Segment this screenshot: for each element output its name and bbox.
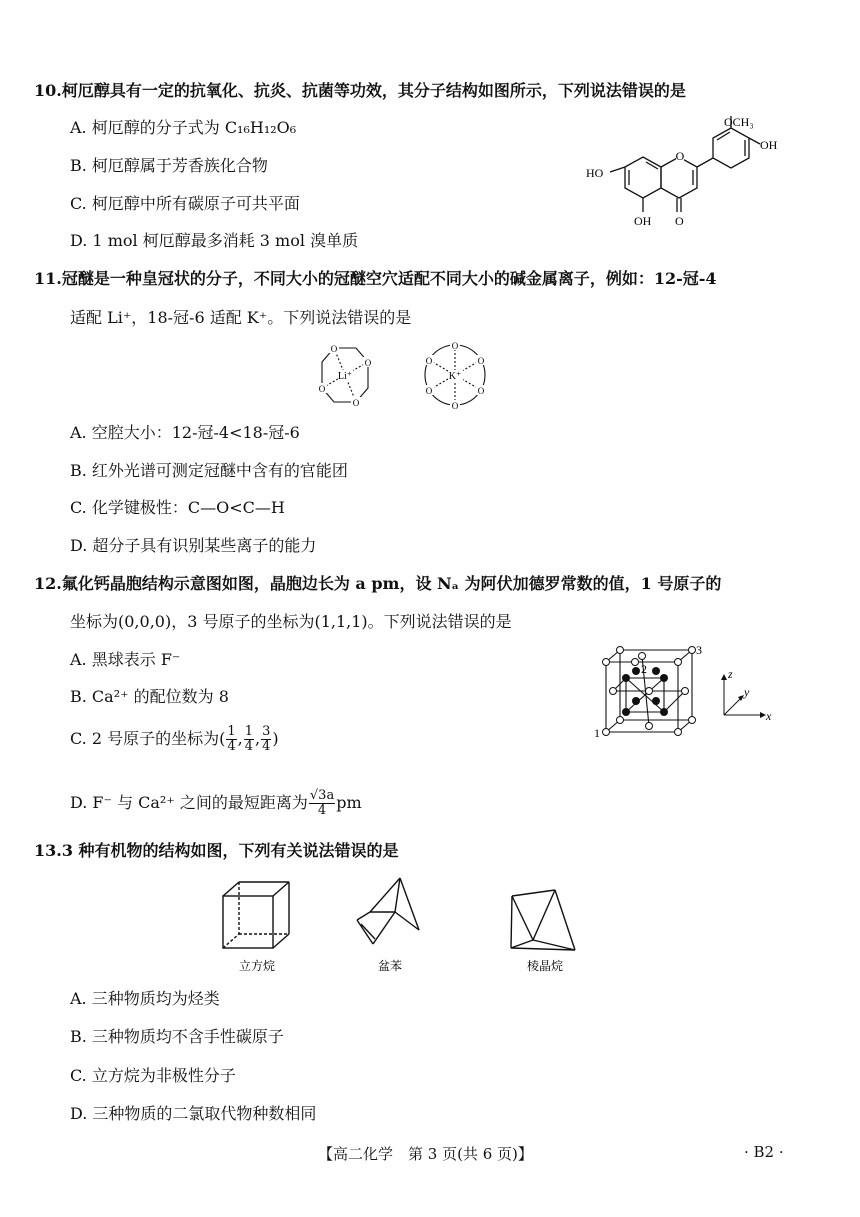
q12-option-d: D. F⁻ 与 Ca²⁺ 之间的最短距离为 $\frac{√3a}{4}$ pm xyxy=(70,788,362,818)
atom-1-label: 1 xyxy=(594,726,600,740)
q11-stem-line1: 11.冠醚是一种皇冠状的分子，不同大小的冠醚空穴适配不同大小的碱金属离子，例如：12-冠-4 xyxy=(34,269,717,288)
q13-option-a: A. 三种物质均为烃类 xyxy=(70,989,220,1008)
y-axis-label: y xyxy=(744,685,750,699)
crown-oxygen: O xyxy=(330,344,338,354)
prismane-label: 棱晶烷 xyxy=(526,959,564,973)
lithium-ion-label: Li⁺ xyxy=(337,371,353,382)
chrysoeriol-structure-figure xyxy=(580,112,780,242)
oh-bottom-label: OH xyxy=(634,214,652,228)
fraction: $\frac{1}{4}$ xyxy=(227,724,236,754)
crown-ether-figure xyxy=(310,340,510,420)
ho-left-label: HO xyxy=(586,166,604,180)
page-code: · B2 · xyxy=(744,1143,784,1161)
fraction: $\frac{3}{4}$ xyxy=(262,724,271,754)
cubane-label: 立方烷 xyxy=(238,959,276,973)
och3-label: OCH₃ xyxy=(724,115,754,129)
crown-oxygen: O xyxy=(318,384,326,394)
x-axis-label: x xyxy=(766,709,772,723)
q11-option-b: B. 红外光谱可测定冠醚中含有的官能团 xyxy=(70,461,348,480)
q12-option-a: A. 黑球表示 F⁻ xyxy=(70,650,181,669)
q12-stem-line1: 12.氟化钙晶胞结构示意图如图，晶胞边长为 a pm，设 Nₐ 为阿伏加德罗常数的值，1 号原子的 xyxy=(34,574,722,593)
q13-option-c: C. 立方烷为非极性分子 xyxy=(70,1066,236,1085)
atom-2-label: 2 xyxy=(641,662,647,676)
atom-3-label: 3 xyxy=(696,643,702,657)
q13-option-d: D. 三种物质的二氯取代物种数相同 xyxy=(70,1104,317,1123)
benzvalene-label: 盆苯 xyxy=(377,959,403,973)
q11-stem-line2: 适配 Li⁺，18-冠-6 适配 K⁺。下列说法错误的是 xyxy=(70,308,412,327)
crown-oxygen: O xyxy=(364,358,372,368)
crown-oxygen: O xyxy=(425,386,433,396)
z-axis-label: z xyxy=(728,667,733,681)
oh-right-label: OH xyxy=(760,138,778,152)
q12-option-d-text: D. F⁻ 与 Ca²⁺ 之间的最短距离为 xyxy=(70,793,308,812)
q11-option-c: C. 化学键极性：C—O<C—H xyxy=(70,498,285,517)
q12-stem-line2: 坐标为(0,0,0)，3 号原子的坐标为(1,1,1)。下列说法错误的是 xyxy=(70,612,512,631)
ring-oxygen-label: O xyxy=(675,149,685,163)
crown-oxygen: O xyxy=(425,356,433,366)
q10-option-b: B. 柯厄醇属于芳香族化合物 xyxy=(70,156,268,175)
q11-option-d: D. 超分子具有识别某些离子的能力 xyxy=(70,536,317,555)
fraction: $\frac{1}{4}$ xyxy=(244,724,254,754)
q10-option-c: C. 柯厄醇中所有碳原子可共平面 xyxy=(70,194,300,213)
q12-option-c: C. 2 号原子的坐标为( $\frac{1}{4}$ , $\frac{1}{4}$ , $\frac{3}{4}$ ) xyxy=(70,724,279,754)
carbonyl-oxygen-label: O xyxy=(675,214,684,228)
q10-stem: 10.柯厄醇具有一定的抗氧化、抗炎、抗菌等功效，其分子结构如图所示，下列说法错误的是 xyxy=(34,81,686,100)
page-footer: 【高二化学 第 3 页(共 6 页)】 xyxy=(318,1145,533,1163)
q10-option-a: A. 柯厄醇的分子式为 C₁₆H₁₂O₆ xyxy=(70,118,297,137)
q13-stem: 13.3 种有机物的结构如图，下列有关说法错误的是 xyxy=(34,841,399,860)
crown-oxygen: O xyxy=(477,356,485,366)
potassium-ion-label: K⁺ xyxy=(448,371,462,382)
crown-oxygen: O xyxy=(352,398,360,408)
q13-option-b: B. 三种物质均不含手性碳原子 xyxy=(70,1027,284,1046)
crown-oxygen: O xyxy=(451,401,459,411)
q12-option-c-text: C. 2 号原子的坐标为( xyxy=(70,729,226,748)
q11-option-a: A. 空腔大小：12-冠-4<18-冠-6 xyxy=(70,423,300,442)
q12-option-b: B. Ca²⁺ 的配位数为 8 xyxy=(70,687,229,706)
calcium-fluoride-unit-cell-figure xyxy=(588,640,778,745)
crown-oxygen: O xyxy=(451,341,459,351)
three-molecules-figure xyxy=(215,872,595,978)
fraction: $\frac{√3a}{4}$ xyxy=(309,788,335,818)
crown-oxygen: O xyxy=(477,386,485,396)
q10-option-d: D. 1 mol 柯厄醇最多消耗 3 mol 溴单质 xyxy=(70,231,359,250)
